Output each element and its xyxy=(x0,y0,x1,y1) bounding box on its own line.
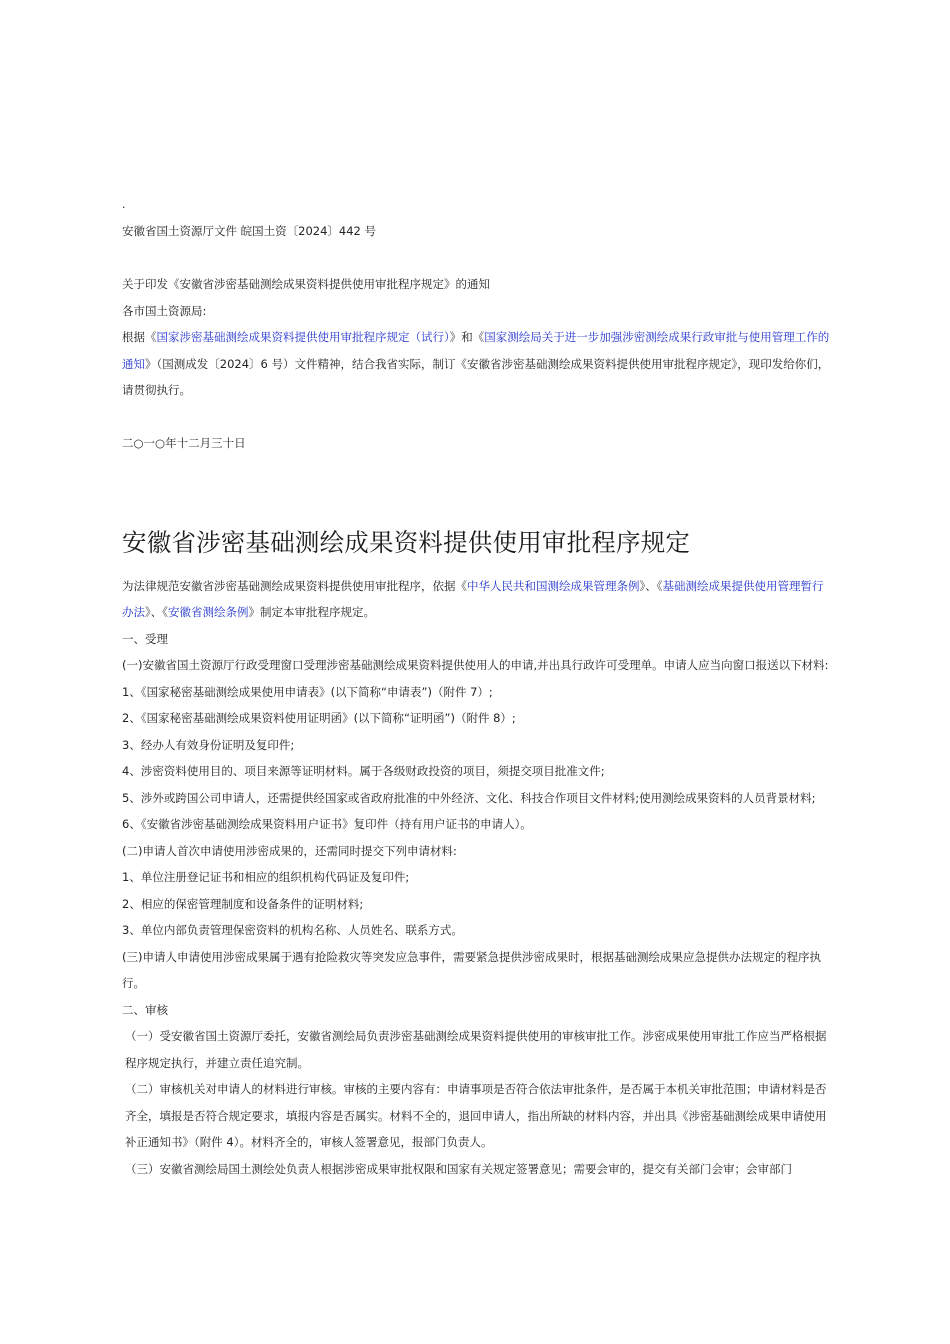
list-item: 1、单位注册登记证书和相应的组织机构代码证及复印件; xyxy=(122,870,410,884)
anhui-surveying-regulation-link[interactable]: 安徽省测绘条例 xyxy=(168,605,249,619)
list-item: 5、涉外或跨国公司申请人，还需提供经国家或省政府批准的中外经济、文化、科技合作项目文件材料;使用测绘成果资料的人员背景材料; xyxy=(122,790,816,805)
list-item: 4、涉密资料使用目的、项目来源等证明材料。属于各级财政投资的项目，须提交项目批准文件; xyxy=(122,764,605,778)
notice-body-prefix: 根据《 xyxy=(122,330,157,344)
notice-title: 关于印发《安徽省涉密基础测绘成果资料提供使用审批程序规定》的通知 xyxy=(122,277,490,291)
file-number: 安徽省国土资源厅文件 皖国土资〔2024〕442 号 xyxy=(122,224,377,238)
surveying-results-regulation-link[interactable]: 中华人民共和国测绘成果管理条例 xyxy=(467,578,640,593)
section-heading-review: 二、审核 xyxy=(122,1002,168,1017)
notice-body xyxy=(122,324,832,404)
notice-body-suffix: 》（国测成发〔2024〕6 号）文件精神，结合我省实际，制订《安徽省涉密基础测绘成果资料提供使用审批程序规定》，现印发给你们，请贯彻执行。 xyxy=(122,356,830,397)
regulation-intro xyxy=(122,573,832,626)
intro-prefix: 为法律规范安徽省涉密基础测绘成果资料提供使用审批程序，依据《 xyxy=(122,578,467,593)
regulation-title: 安徽省涉密基础测绘成果资料提供使用审批程序规定 xyxy=(122,527,691,557)
leading-dot: · xyxy=(122,201,126,214)
list-item: 1、《国家秘密基础测绘成果使用申请表》(以下简称“申请表”)（附件 7）; xyxy=(122,684,493,699)
list-item: 3、单位内部负责管理保密资料的机构名称、人员姓名、联系方式。 xyxy=(122,923,463,937)
spacer xyxy=(122,404,832,431)
section-heading-acceptance: 一、受理 xyxy=(122,631,168,646)
notice-date: 二○一○年十二月三十日 xyxy=(122,436,246,450)
list-item: 2、相应的保密管理制度和设备条件的证明材料; xyxy=(122,896,364,911)
paragraph: (三)申请人申请使用涉密成果属于遇有抢险救灾等突发应急事件，需要紧急提供涉密成果时，根据基础测绘成果应急提供办法规定的程序执行。 xyxy=(122,949,821,990)
paragraph: （三）安徽省测绘局国土测绘处负责人根据涉密成果审批权限和国家有关规定签署意见；需要会审的，提交有关部门会审；会审部门 xyxy=(125,1161,792,1176)
intro-suffix: 》制定本审批程序规定。 xyxy=(248,605,375,619)
paragraph: (二)申请人首次申请使用涉密成果的，还需同时提交下列申请材料: xyxy=(122,843,457,858)
spacer xyxy=(122,457,832,505)
notice-body-mid: 》和《 xyxy=(449,330,485,344)
document-page xyxy=(122,200,832,1182)
spacer xyxy=(122,245,832,272)
paragraph: (一)安徽省国土资源厅行政受理窗口受理涉密基础测绘成果资料提供使用人的申请,并出具行政许可受理单。申请人应当向窗口报送以下材料: xyxy=(122,658,829,672)
list-item: 3、经办人有效身份证明及复印件; xyxy=(122,737,295,752)
basic-surveying-measures-link[interactable]: 基础测绘成果提供使用管理暂行办法 xyxy=(122,578,824,619)
intro-mid-2: 》、《 xyxy=(145,605,168,619)
intro-mid-1: 》、《 xyxy=(639,578,663,593)
regulation-link-trial[interactable]: 国家涉密基础测绘成果资料提供使用审批程序规定（试行） xyxy=(156,330,450,344)
notice-recipient: 各市国土资源局: xyxy=(122,303,207,318)
list-item: 2、《国家秘密基础测绘成果资料使用证明函》(以下简称“证明函”)（附件 8）; xyxy=(122,711,516,725)
paragraph: （二）审核机关对申请人的材料进行审核。审核的主要内容有：申请事项是否符合依法审批条件，是否属于本机关审批范围；申请材料是否齐全，填报是否符合规定要求，填报内容是否属实。材料不全的，退回申请人，指出所缺的材料内容，并出具《涉密基础测绘成果申请使用补正通知书》（附件 4）。材料齐全的，审核人签署意见，报部门负责人。 xyxy=(125,1082,827,1149)
bureau-notice-link[interactable]: 国家测绘局关于进一步加强涉密测绘成果行政审批与使用管理工作的通知 xyxy=(122,330,830,371)
list-item: 6、《安徽省涉密基础测绘成果资料用户证书》复印件（持有用户证书的申请人）。 xyxy=(122,817,532,831)
paragraph: （一）受安徽省国土资源厅委托，安徽省测绘局负责涉密基础测绘成果资料提供使用的审核审批工作。涉密成果使用审批工作应当严格根据程序规定执行，并建立责任追究制。 xyxy=(125,1029,827,1070)
